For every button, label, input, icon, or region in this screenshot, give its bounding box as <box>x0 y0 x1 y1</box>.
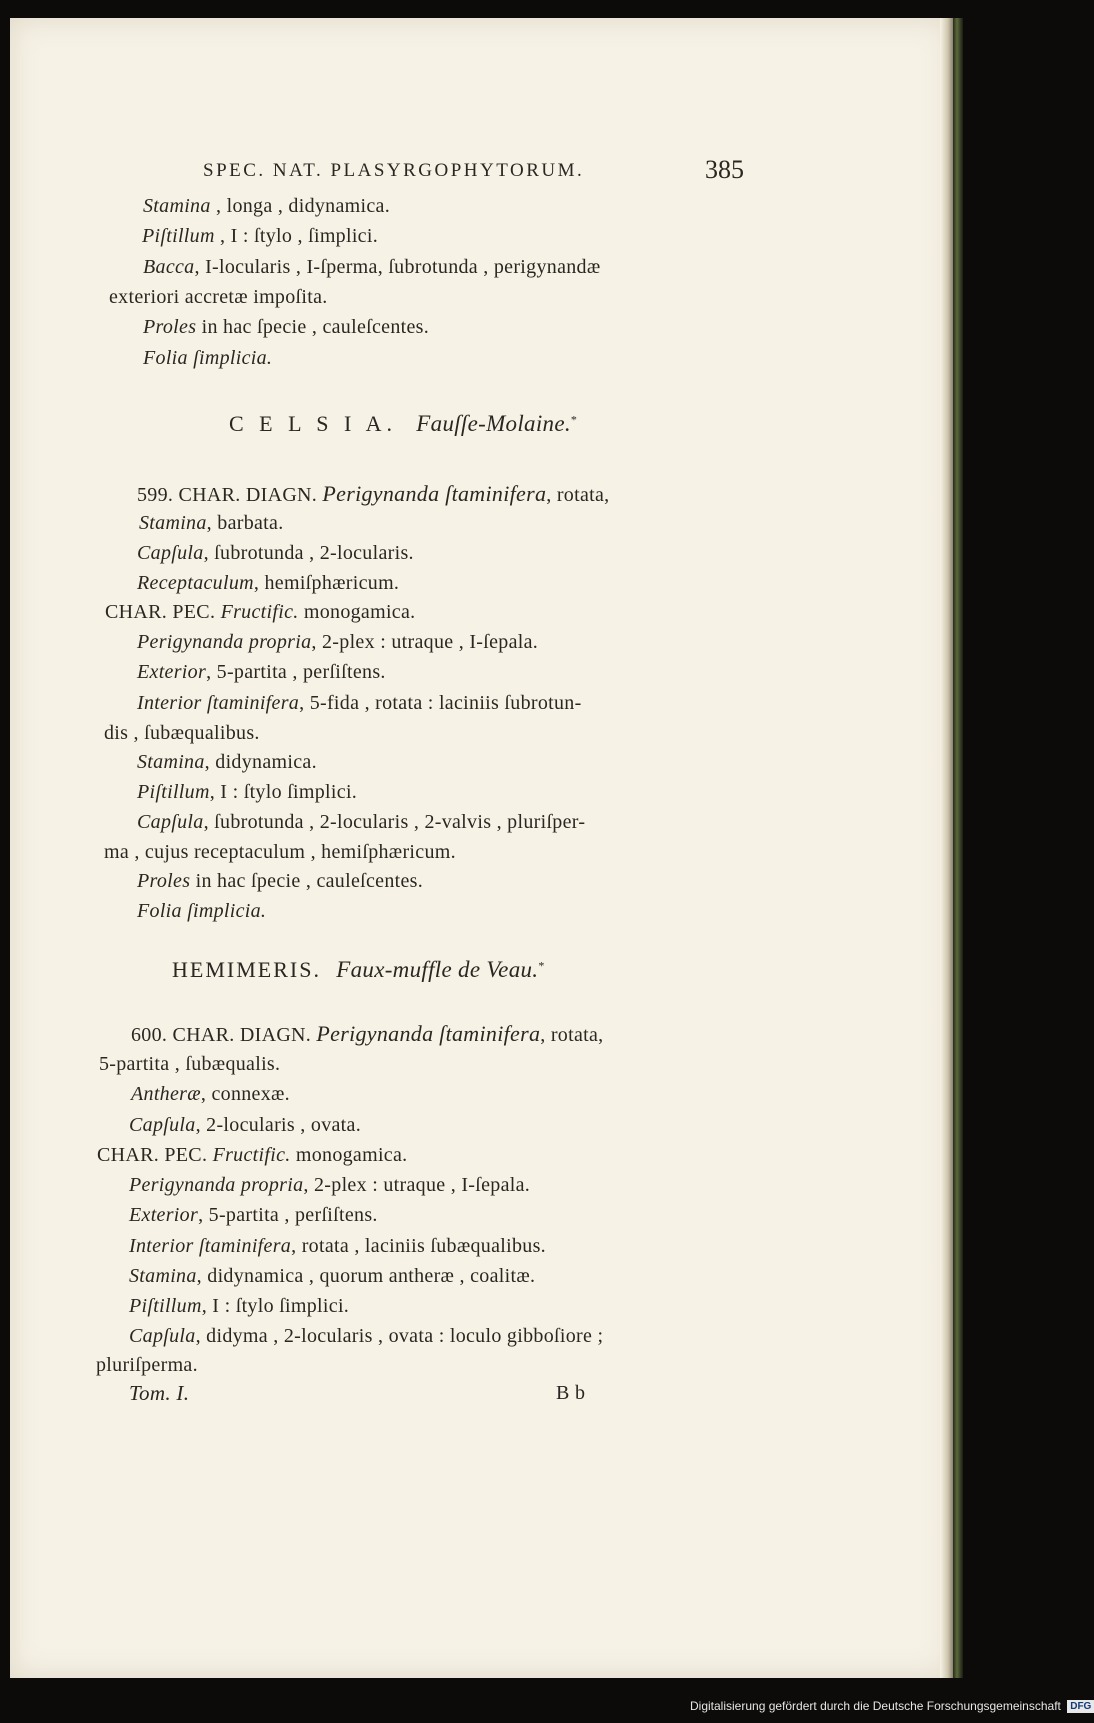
text-line: Interior ſtaminifera, 5-fida , rotata : laciniis ſubrotun- <box>137 692 582 714</box>
text-line: Piſtillum, I : ſtylo ſimplici. <box>137 781 358 803</box>
text-line: Receptaculum, hemiſphæricum. <box>137 572 400 594</box>
text-line: pluriſperma. <box>96 1354 198 1376</box>
page-edge <box>940 18 953 1678</box>
text-line: Antheræ, connexæ. <box>131 1083 290 1105</box>
text-line: Stamina, barbata. <box>139 512 284 534</box>
text-line: Perigynanda propria, 2-plex : utraque , I-ſepala. <box>129 1174 531 1196</box>
text-line: dis , ſubæqualibus. <box>104 722 260 744</box>
text-line: CHAR. PEC. Fructific. monogamica. <box>105 601 416 623</box>
text-line: Piſtillum, I : ſtylo ſimplici. <box>129 1295 350 1317</box>
dfg-logo: DFG <box>1067 1700 1094 1713</box>
signature-mark: B b <box>556 1382 586 1404</box>
text-line: Piſtillum , I : ſtylo , ſimplici. <box>142 225 379 247</box>
text-line: Folia ſimplicia. <box>137 900 267 922</box>
text-line: 600. CHAR. DIAGN. Perigynanda ſtaminifera, rotata, <box>131 1021 604 1046</box>
text-line: Exterior, 5-partita , perſiſtens. <box>129 1204 378 1226</box>
text-line: Proles in hac ſpecie , cauleſcentes. <box>137 870 424 892</box>
text-line: Stamina , longa , didynamica. <box>143 195 391 217</box>
book-spine <box>953 18 963 1678</box>
text-line: Stamina, didynamica. <box>137 751 317 773</box>
text-line: ma , cujus receptaculum , hemiſphæricum. <box>104 841 456 863</box>
text-line: Capſula, 2-locularis , ovata. <box>129 1114 362 1136</box>
text-line: Bacca, I-locularis , I-ſperma, ſubrotunda , perigynandæ <box>143 256 601 278</box>
text-line: Proles in hac ſpecie , cauleſcentes. <box>143 316 430 338</box>
text-line: Capſula, didyma , 2-locularis , ovata : loculo gibboſiore ; <box>129 1325 604 1347</box>
text-line: Capſula, ſubrotunda , 2-locularis. <box>137 542 414 564</box>
genus-heading-celsia: C E L S I A. Fauſſe-Molaine.* <box>229 411 578 436</box>
text-line: 5-partita , ſubæqualis. <box>99 1053 281 1075</box>
text-line: Capſula, ſubrotunda , 2-locularis , 2-valvis , pluriſper- <box>137 811 586 833</box>
text-line: 599. CHAR. DIAGN. Perigynanda ſtaminifera, rotata, <box>137 481 610 506</box>
text-line: Folia ſimplicia. <box>143 347 273 369</box>
digitization-credit: Digitalisierung gefördert durch die Deutsche Forschungsgemeinschaft DFG <box>690 1699 1094 1713</box>
text-line: Exterior, 5-partita , perſiſtens. <box>137 661 386 683</box>
page-number: 385 <box>705 155 744 184</box>
genus-heading-hemimeris: HEMIMERIS. Faux-muffle de Veau.* <box>172 957 545 982</box>
text-line: CHAR. PEC. Fructific. monogamica. <box>97 1144 408 1166</box>
text-line: Perigynanda propria, 2-plex : utraque , I-ſepala. <box>137 631 539 653</box>
text-line: Stamina, didynamica , quorum antheræ , coalitæ. <box>129 1265 536 1287</box>
volume-mark: Tom. I. <box>129 1381 190 1405</box>
text-line: Interior ſtaminifera, rotata , laciniis ſubæqualibus. <box>129 1235 546 1257</box>
text-line: exteriori accretæ impoſita. <box>109 286 328 308</box>
running-title: SPEC. NAT. PLASYRGOPHYTORUM. <box>203 160 585 181</box>
